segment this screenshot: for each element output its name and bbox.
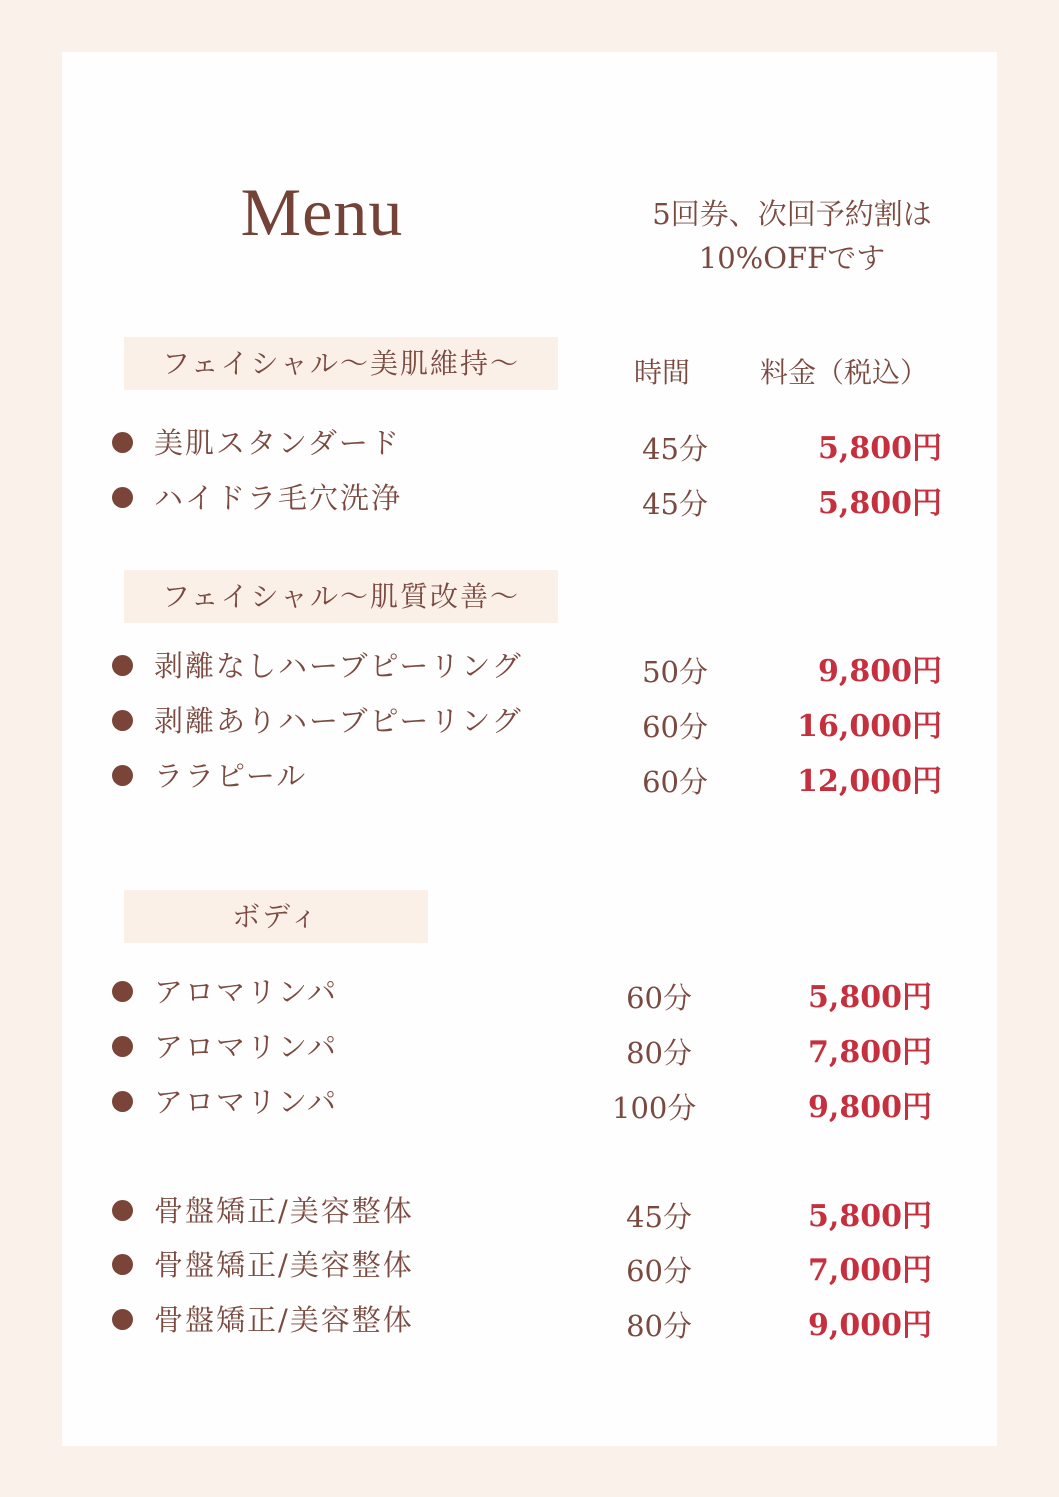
menu-item-name: ハイドラ毛穴洗浄 <box>154 481 403 515</box>
bullet-icon <box>112 487 133 508</box>
bullet-icon <box>112 765 133 786</box>
menu-item-name: 骨盤矯正/美容整体 <box>154 1194 414 1228</box>
menu-item-name: 剥離ありハーブピーリング <box>154 704 523 738</box>
discount-note-line-1: 5回券、次回予約割は <box>652 197 932 231</box>
menu-item-time: 50分 <box>642 655 708 689</box>
bullet-icon <box>112 1036 133 1057</box>
page-title: Menu <box>240 174 404 250</box>
menu-item-price: 5,800円 <box>818 486 942 521</box>
menu-item-name: 骨盤矯正/美容整体 <box>154 1303 414 1337</box>
menu-item-name: 骨盤矯正/美容整体 <box>154 1248 414 1282</box>
menu-item-name: アロマリンパ <box>154 1030 338 1064</box>
bullet-icon <box>112 1200 133 1221</box>
bullet-icon <box>112 1091 133 1112</box>
menu-card <box>62 52 997 1446</box>
menu-item-row <box>112 1082 972 1125</box>
discount-note-line-2: 10%OFFです <box>698 241 886 275</box>
menu-item-time: 60分 <box>626 981 692 1015</box>
menu-item-time: 45分 <box>642 487 708 521</box>
menu-item-time: 80分 <box>626 1309 692 1343</box>
menu-item-row <box>112 478 972 521</box>
menu-item-price: 5,800円 <box>808 1199 932 1234</box>
bullet-icon <box>112 655 133 676</box>
menu-item-price: 9,800円 <box>808 1090 932 1125</box>
menu-item-row <box>112 1027 972 1070</box>
menu-item-price: 9,800円 <box>818 654 942 689</box>
column-header-price: 料金（税込） <box>760 356 929 389</box>
menu-item-price: 5,800円 <box>808 980 932 1015</box>
menu-item-time: 60分 <box>642 765 708 799</box>
menu-item-time: 60分 <box>626 1254 692 1288</box>
menu-item-price: 9,000円 <box>808 1308 932 1343</box>
menu-item-name: ララピール <box>154 759 308 793</box>
section-label-facial-improvement: フェイシャル～肌質改善～ <box>124 570 558 623</box>
bullet-icon <box>112 981 133 1002</box>
menu-item-price: 7,000円 <box>808 1253 932 1288</box>
menu-item-price: 7,800円 <box>808 1035 932 1070</box>
menu-item-row <box>112 423 972 466</box>
discount-note <box>592 192 992 280</box>
bullet-icon <box>112 1254 133 1275</box>
menu-item-time: 100分 <box>612 1091 697 1125</box>
menu-item-name: アロマリンパ <box>154 1085 338 1119</box>
bullet-icon <box>112 432 133 453</box>
section-label-body: ボディ <box>124 890 428 943</box>
menu-item-name: 美肌スタンダード <box>154 426 401 460</box>
menu-item-row <box>112 1300 972 1343</box>
menu-item-row <box>112 972 972 1015</box>
menu-item-time: 60分 <box>642 710 708 744</box>
bullet-icon <box>112 1309 133 1330</box>
section-label-facial-maintenance: フェイシャル～美肌維持～ <box>124 337 558 390</box>
menu-item-price: 16,000円 <box>797 709 942 744</box>
menu-item-row <box>112 1191 972 1234</box>
column-header-time: 時間 <box>634 356 691 389</box>
menu-item-time: 45分 <box>642 432 708 466</box>
menu-item-time: 80分 <box>626 1036 692 1070</box>
menu-item-time: 45分 <box>626 1200 692 1234</box>
menu-item-row <box>112 756 972 799</box>
menu-item-price: 12,000円 <box>797 764 942 799</box>
menu-item-name: アロマリンパ <box>154 975 338 1009</box>
menu-item-row <box>112 1245 972 1288</box>
menu-item-row <box>112 646 972 689</box>
menu-item-name: 剥離なしハーブピーリング <box>154 649 523 683</box>
bullet-icon <box>112 710 133 731</box>
menu-item-price: 5,800円 <box>818 431 942 466</box>
menu-item-row <box>112 701 972 744</box>
